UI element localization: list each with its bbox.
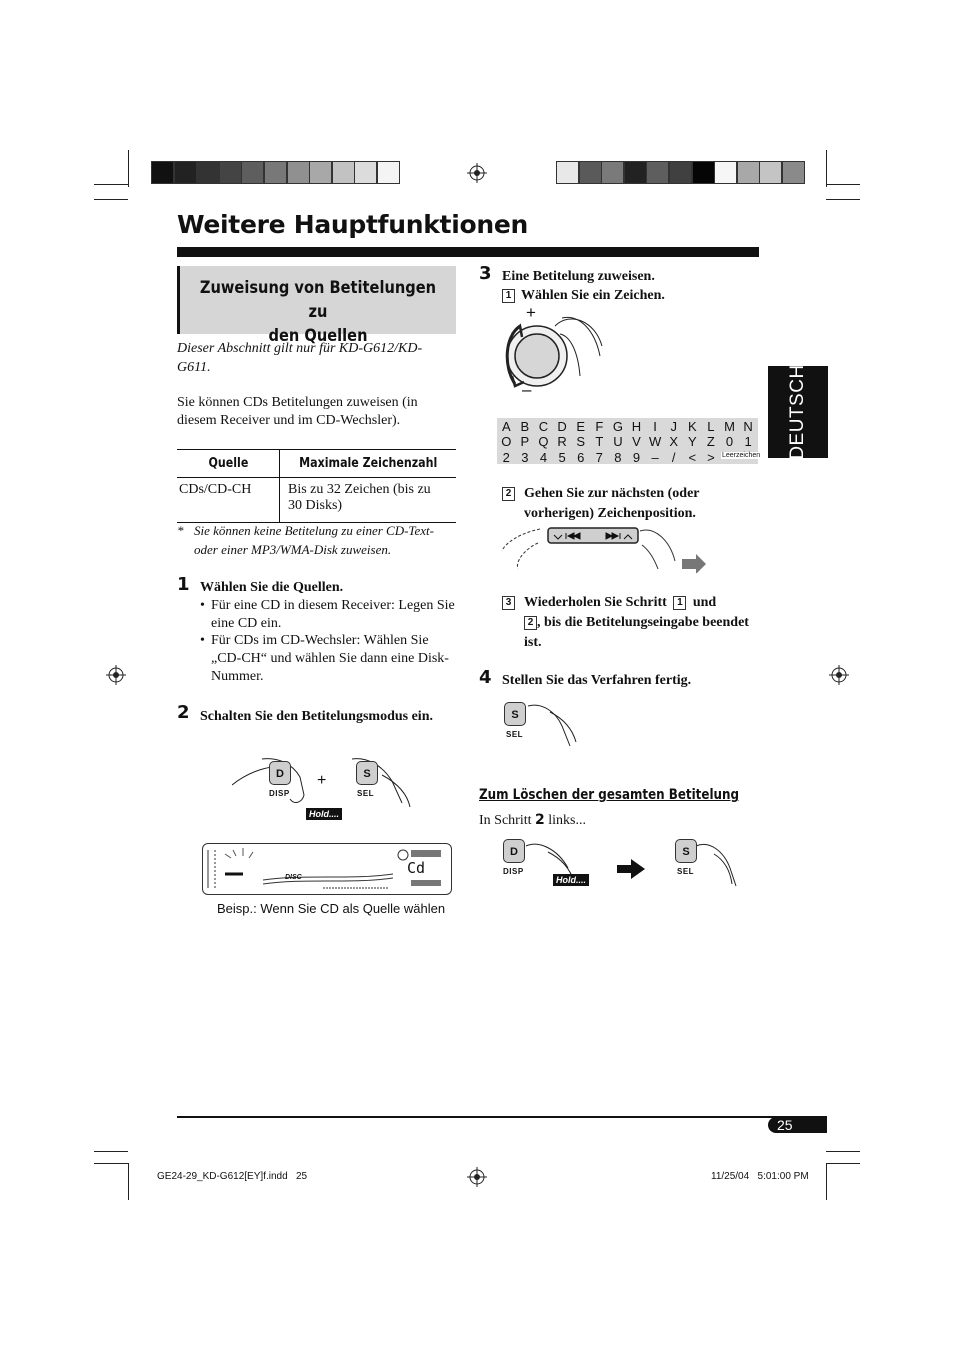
- character-cell: W: [648, 434, 662, 450]
- color-swatch: [309, 161, 332, 184]
- character-cell: C: [538, 419, 549, 434]
- footer-rule: [177, 1116, 827, 1118]
- registration-mark-icon: [106, 665, 126, 685]
- color-swatch: [737, 161, 760, 184]
- character-cell: G: [612, 419, 623, 434]
- character-cell: L: [707, 419, 715, 434]
- crop-mark: [826, 1151, 860, 1152]
- crop-mark: [826, 1163, 827, 1200]
- crop-mark: [826, 150, 827, 187]
- arrow-right-icon: [617, 859, 645, 879]
- step-number: 2: [177, 702, 190, 723]
- crop-mark: [94, 199, 128, 200]
- color-swatch: [692, 161, 715, 184]
- character-cell: T: [595, 434, 604, 450]
- crop-mark: [826, 184, 860, 185]
- character-cell: Q: [538, 434, 549, 450]
- footnote-mark: *: [177, 523, 184, 538]
- color-swatch: [556, 161, 579, 184]
- color-swatch: [151, 161, 174, 184]
- crop-mark: [128, 150, 129, 187]
- character-cell: D: [557, 419, 567, 434]
- source-table-wrap: [177, 449, 456, 523]
- sel-button-label: SEL: [357, 789, 375, 798]
- section-heading-box: [177, 266, 456, 346]
- character-cell: A: [501, 419, 511, 434]
- language-tab: DEUTSCH: [768, 366, 828, 458]
- character-cell: 9: [632, 449, 641, 465]
- character-cell: U: [613, 434, 623, 450]
- intro-text: Sie können CDs Betitelungen zuweisen (in diesem Receiver und im CD-Wechsler).: [177, 395, 418, 428]
- registration-mark-icon: [467, 163, 487, 183]
- character-cell: 8: [614, 449, 622, 465]
- seek-button-illustration: [500, 521, 710, 573]
- color-swatch: [287, 161, 310, 184]
- color-swatch: [241, 161, 264, 184]
- character-cell: H: [631, 419, 642, 434]
- table-cell: Bis zu 32 Zeichen (bis zu 30 Disks): [288, 482, 431, 513]
- step-number: 1: [177, 574, 190, 595]
- character-cell: K: [687, 419, 697, 434]
- bullet-item: • Für eine CD in diesem Receiver: Legen Sie eine CD ein.: [200, 598, 455, 631]
- color-swatch: [759, 161, 782, 184]
- character-cell: 2: [502, 449, 510, 465]
- crop-mark: [826, 1163, 860, 1164]
- step-text: Eine Betitelung zuweisen.: [502, 269, 655, 284]
- character-cell: B: [520, 419, 530, 434]
- color-swatch: [264, 161, 287, 184]
- footnote: Sie können keine Betitelung zu einer CD-Text- oder einer MP3/WMA-Disk zuweisen.: [194, 523, 434, 557]
- space-label: Leerzeichen: [722, 452, 761, 459]
- crop-mark: [94, 184, 128, 185]
- character-table: [497, 418, 758, 464]
- character-cell: 4: [539, 449, 548, 465]
- plus-sign: +: [317, 772, 327, 789]
- footer-date: 11/25/04 5:01:00 PM: [711, 1171, 809, 1182]
- color-swatch: [624, 161, 647, 184]
- dial-plus: +: [526, 303, 536, 322]
- character-cell: N: [743, 419, 753, 434]
- character-cell: P: [520, 434, 530, 450]
- substep: 1 Wählen Sie ein Zeichen.: [502, 287, 665, 305]
- character-cell: O: [501, 434, 512, 450]
- display-disc-label: DISC: [285, 874, 302, 881]
- finger-press-illustration: [520, 700, 580, 750]
- crop-mark: [94, 1151, 128, 1152]
- hold-label: Hold....: [553, 874, 589, 886]
- character-cell: I: [653, 419, 657, 434]
- character-cell: 1: [744, 434, 752, 450]
- disp-button-label: DISP: [269, 789, 290, 798]
- registration-mark-icon: [829, 665, 849, 685]
- character-cell: S: [576, 434, 586, 450]
- character-cell: E: [576, 419, 586, 434]
- character-cell: R: [557, 434, 567, 450]
- character-cell: Y: [687, 434, 697, 450]
- sel-button: S: [675, 839, 697, 863]
- character-cell: 3: [521, 449, 529, 465]
- dial-minus: –: [522, 380, 532, 399]
- crop-mark: [94, 1163, 128, 1164]
- substep: 3 Wiederholen Sie Schritt 1 und 2 , bis die Betitelungseingabe beendet ist.: [502, 593, 752, 653]
- color-swatch: [601, 161, 624, 184]
- step-text: Stellen Sie das Verfahren fertig.: [502, 673, 692, 688]
- character-cell: 0: [725, 434, 734, 450]
- receiver-display: [202, 843, 452, 895]
- character-cell: <: [688, 449, 697, 465]
- model-note: Dieser Abschnitt gilt nur für KD-G612/KD-G611.: [177, 341, 423, 375]
- color-swatch: [196, 161, 219, 184]
- display-text: Cd: [407, 859, 426, 877]
- character-cell: J: [670, 419, 677, 434]
- source-table: [177, 449, 456, 523]
- section-title: Zuweisung von Betitelungen zu den Quellen: [199, 278, 437, 346]
- color-swatch: [332, 161, 355, 184]
- page-title: Weitere Hauptfunktionen: [177, 210, 528, 239]
- color-swatch: [219, 161, 242, 184]
- color-swatch: [174, 161, 197, 184]
- color-swatch: [714, 161, 737, 184]
- crop-mark: [826, 199, 860, 200]
- disp-button-label: DISP: [503, 867, 524, 876]
- table-header: Quelle: [177, 450, 280, 478]
- character-cell: /: [671, 449, 676, 465]
- step-number: 3: [479, 263, 492, 284]
- character-cell: V: [632, 434, 641, 450]
- color-swatch: [669, 161, 692, 184]
- character-cell: X: [669, 434, 679, 450]
- color-swatch: [646, 161, 669, 184]
- bullet-item: • Für CDs im CD-Wechsler: Wählen Sie „CD-CH“ und wählen Sie dann eine Disk-Nummer.: [200, 633, 449, 684]
- sel-button-label: SEL: [506, 730, 524, 739]
- hold-label: Hold....: [306, 808, 342, 820]
- disp-button: D: [269, 761, 291, 785]
- sel-button-label: SEL: [677, 867, 695, 876]
- table-cell: CDs/CD-CH: [177, 478, 280, 523]
- step-text: Wählen Sie die Quellen.: [200, 580, 344, 595]
- display-caption: Beisp.: Wenn Sie CD als Quelle wählen: [217, 901, 446, 916]
- crop-mark: [128, 1163, 129, 1200]
- color-swatch: [377, 161, 400, 184]
- color-swatch: [782, 161, 805, 184]
- character-cell: F: [595, 419, 604, 434]
- step-text: Schalten Sie den Betitelungsmodus ein.: [200, 709, 433, 724]
- character-cell: 6: [577, 449, 585, 465]
- control-dial-illustration: [500, 306, 610, 400]
- table-header-row: [177, 450, 456, 478]
- disp-button: D: [503, 839, 525, 863]
- color-swatch: [579, 161, 602, 184]
- footer-file: GE24-29_KD-G612[EY]f.indd 25: [157, 1171, 308, 1182]
- character-cell: –: [651, 449, 659, 465]
- substep: 2 Gehen Sie zur nächsten (oder vorherigen) Zeichenposition.: [502, 484, 752, 524]
- character-cell: M: [724, 419, 735, 434]
- step-number: 4: [479, 667, 492, 688]
- color-swatch: [354, 161, 377, 184]
- delete-instruction: In Schritt 2 links...: [479, 812, 586, 828]
- delete-heading: Zum Löschen der gesamten Betitelung: [479, 787, 739, 803]
- character-cell: >: [707, 449, 715, 465]
- sel-button: S: [504, 702, 526, 726]
- character-cell: Z: [706, 434, 715, 450]
- page-number: 25: [777, 1117, 793, 1133]
- table-row: [177, 478, 456, 523]
- sel-button: S: [356, 761, 378, 785]
- table-header: Maximale Zeichenzahl: [280, 450, 457, 478]
- title-rule: [177, 247, 759, 257]
- registration-mark-icon: [467, 1167, 487, 1187]
- character-cell: 7: [595, 449, 603, 465]
- character-cell: 5: [558, 449, 566, 465]
